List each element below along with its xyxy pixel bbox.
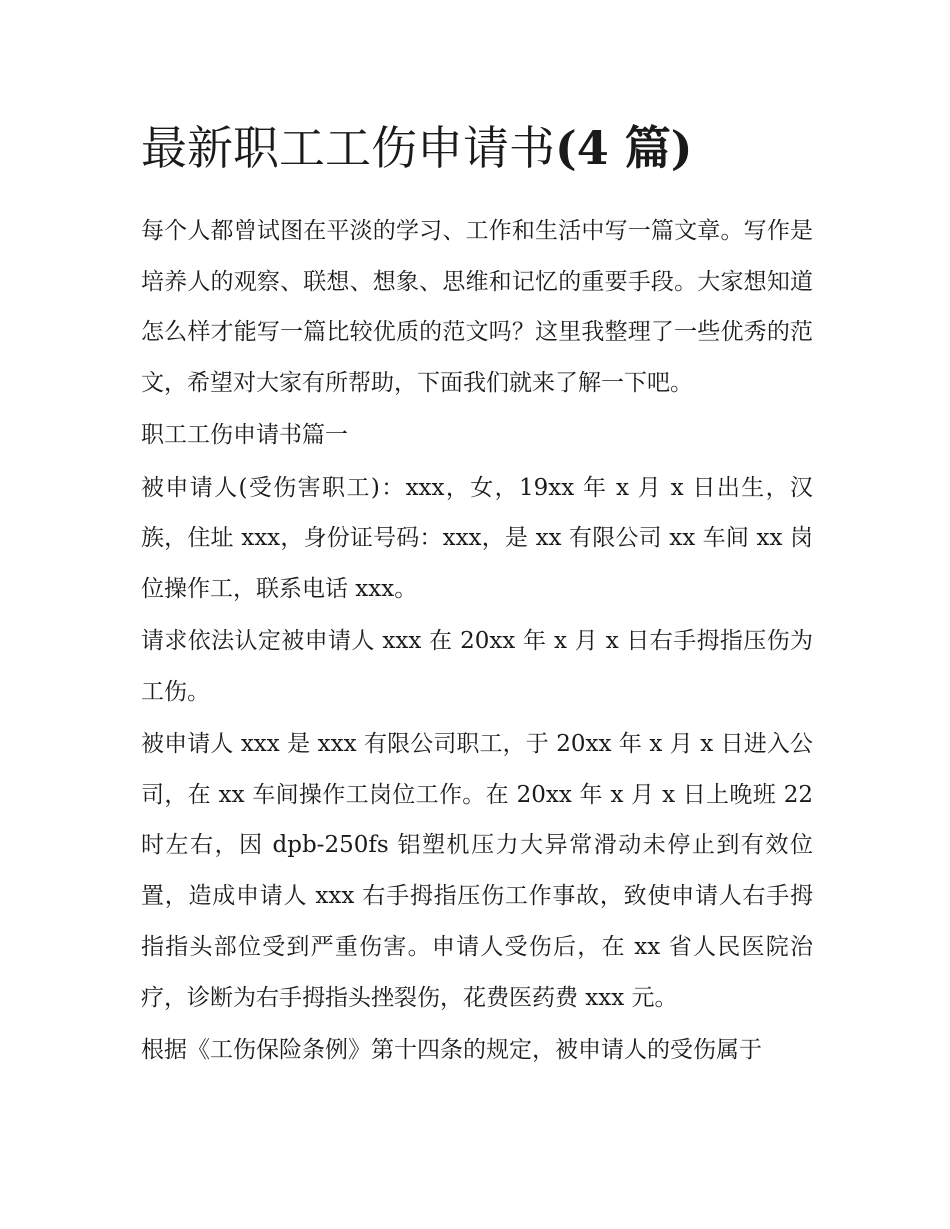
- facts-paragraph: 被申请人 xxx 是 xxx 有限公司职工，于 20xx 年 x 月 x 日进入公司，在 xx 车间操作工岗位工作。在 20xx 年 x 月 x 日上晚班 22 时左右，因 dpb-250fs 铝塑机压力大异常滑动未停止到有效位置，造成申请人 xxx 右手拇指压伤工作事故，致使申请人右手拇指指头部位受到严重伤害。申请人受伤后，在 xx 省人民医院治疗，诊断为右手拇指头挫裂伤，花费医药费 xxx 元。: [141, 731, 813, 1011]
- applicant-info-paragraph: 被申请人(受伤害职工)：xxx，女，19xx 年 x 月 x 日出生，汉族，住址 xxx，身份证号码：xxx，是 xx 有限公司 xx 车间 xx 岗位操作工，联系电话 xxx。: [141, 474, 813, 602]
- request-paragraph: 请求依法认定被申请人 xxx 在 20xx 年 x 月 x 日右手拇指压伤为工伤。: [141, 628, 813, 705]
- document-title-main: 最新职工工伤申请书: [141, 121, 555, 175]
- intro-paragraph: 每个人都曾试图在平淡的学习、工作和生活中写一篇文章。写作是培养人的观察、联想、想象、思维和记忆的重要手段。大家想知道怎么样才能写一篇比较优质的范文吗？这里我整理了一些优秀的范文，希望对大家有所帮助，下面我们就来了解一下吧。: [141, 218, 813, 397]
- document-page: [141, 112, 813, 1077]
- legal-basis-paragraph: 根据《工伤保险条例》第十四条的规定，被申请人的受伤属于: [141, 1036, 762, 1063]
- document-title: [141, 112, 813, 184]
- section-heading-part-one: 职工工伤申请书篇一: [141, 422, 348, 449]
- document-title-suffix: (4 篇): [555, 121, 693, 175]
